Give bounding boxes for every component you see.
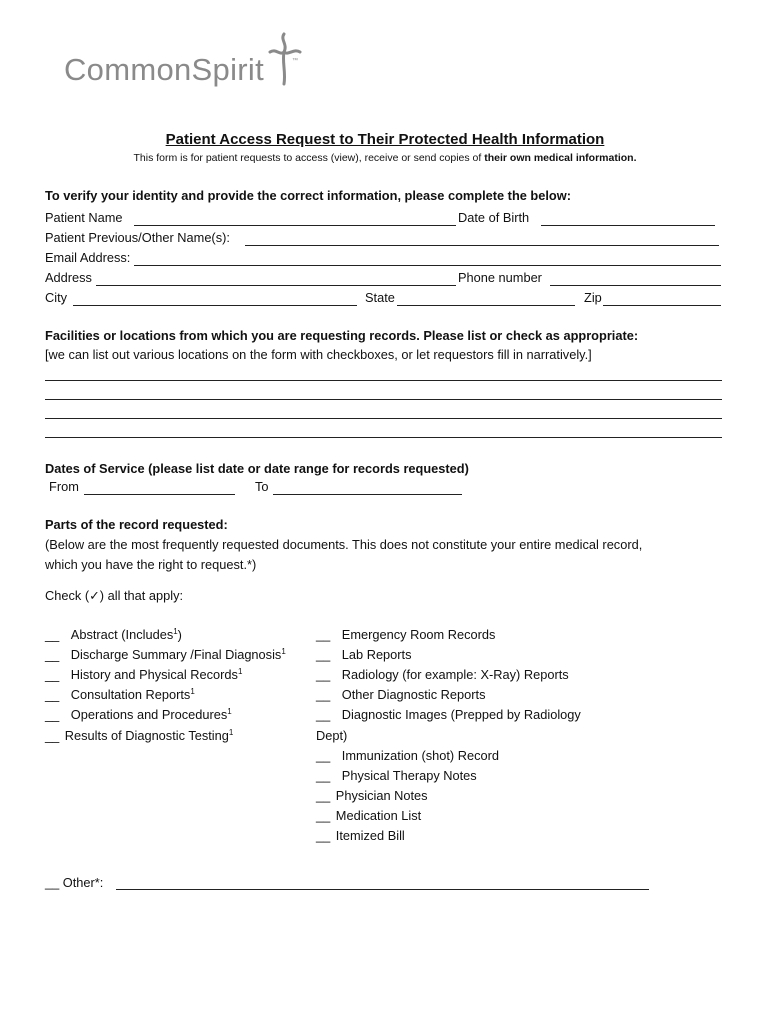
option-label: Itemized Bill: [335, 828, 405, 843]
date-from-label: From: [49, 479, 79, 494]
option-blank: __: [316, 667, 331, 682]
footnote-marker: 1: [173, 627, 178, 636]
option-blank: __: [45, 728, 60, 744]
subtitle-text: This form is for patient requests to access (view), receive or send copies of: [133, 152, 485, 164]
option-itemized-bill[interactable]: [316, 828, 405, 843]
facilities-note: [we can list out various locations on the form with checkboxes, or let requestors fill in narratively.]: [45, 347, 592, 362]
option-blank: __: [316, 647, 331, 662]
facilities-line-1[interactable]: [45, 380, 722, 381]
previous-names-field[interactable]: [245, 245, 719, 246]
previous-names-label: Patient Previous/Other Name(s):: [45, 230, 230, 245]
option-label: Radiology (for example: X-Ray) Reports: [341, 667, 569, 682]
option-lab-reports[interactable]: [316, 647, 412, 662]
dob-field[interactable]: [541, 225, 715, 226]
parts-note-line2: which you have the right to request.*): [45, 557, 257, 572]
option-label: Lab Reports: [341, 647, 412, 662]
patient-name-label: Patient Name: [45, 210, 123, 225]
option-label: Other Diagnostic Reports: [341, 687, 486, 702]
facilities-line-4[interactable]: [45, 437, 722, 438]
parts-note-line1: (Below are the most frequently requested documents. This does not constitute your entire medical record,: [45, 537, 643, 552]
option-immunization[interactable]: [316, 748, 499, 763]
identity-heading: To verify your identity and provide the correct information, please complete the below:: [45, 188, 571, 203]
option-label: Consultation Reports: [70, 687, 191, 703]
logo-trademark: ™: [292, 58, 298, 64]
logo-wordmark: CommonSpirit: [64, 52, 264, 87]
option-diagnostic-images[interactable]: [316, 707, 581, 722]
option-label: Physical Therapy Notes: [341, 768, 477, 783]
option-label: Discharge Summary /Final Diagnosis: [70, 647, 282, 663]
check-all-instruction: Check (✓) all that apply:: [45, 588, 184, 603]
patient-name-field[interactable]: [134, 225, 456, 226]
facilities-line-2[interactable]: [45, 399, 722, 400]
other-field[interactable]: [116, 889, 649, 890]
facilities-heading: Facilities or locations from which you are requesting records. Please list or check as appropriate:: [45, 328, 639, 343]
option-history-physical[interactable]: [45, 667, 242, 682]
option-blank: __: [45, 687, 60, 703]
option-discharge-summary[interactable]: [45, 647, 286, 662]
option-blank: __: [316, 748, 331, 763]
option-label: Results of Diagnostic Testing: [64, 728, 229, 744]
parts-heading: Parts of the record requested:: [45, 517, 228, 532]
option-label: Immunization (shot) Record: [341, 748, 499, 763]
option-label: History and Physical Records: [70, 667, 238, 683]
option-medication-list[interactable]: [316, 808, 421, 823]
state-field[interactable]: [397, 305, 575, 306]
option-blank: __: [316, 828, 331, 843]
dob-label: Date of Birth: [458, 210, 530, 225]
option-other-diagnostic[interactable]: [316, 687, 485, 702]
option-blank: __: [45, 707, 60, 723]
email-field[interactable]: [134, 265, 721, 266]
option-label: Operations and Procedures: [70, 707, 228, 723]
option-label: Physician Notes: [335, 788, 428, 803]
option-operations-procedures[interactable]: [45, 707, 232, 722]
dates-heading: Dates of Service (please list date or date range for records requested): [45, 461, 469, 476]
option-radiology[interactable]: [316, 667, 569, 682]
option-emergency-room[interactable]: [316, 627, 495, 642]
option-blank: __: [316, 768, 331, 783]
option-blank: __: [316, 808, 331, 823]
zip-field[interactable]: [603, 305, 721, 306]
option-label: Medication List: [335, 808, 422, 823]
commonspirit-logo: [64, 30, 314, 92]
option-label: Emergency Room Records: [341, 627, 496, 642]
footnote-marker: 1: [228, 728, 234, 737]
option-abstract[interactable]: [45, 627, 182, 642]
option-diagnostic-testing[interactable]: [45, 728, 233, 743]
email-label: Email Address:: [45, 250, 131, 265]
city-field[interactable]: [73, 305, 357, 306]
option-blank: __: [316, 788, 331, 803]
footnote-marker: 1: [190, 687, 195, 696]
option-tail: ): [177, 627, 182, 643]
address-label: Address: [45, 270, 92, 285]
option-physical-therapy[interactable]: [316, 768, 477, 783]
other-label: __ Other*:: [45, 875, 104, 890]
option-blank: __: [316, 627, 331, 642]
option-consultation-reports[interactable]: [45, 687, 195, 702]
date-to-field[interactable]: [273, 494, 462, 495]
date-from-field[interactable]: [84, 494, 235, 495]
option-physician-notes[interactable]: [316, 788, 428, 803]
facilities-line-3[interactable]: [45, 418, 722, 419]
subtitle-bold: their own medical information.: [484, 152, 637, 164]
option-blank: __: [45, 627, 60, 643]
option-blank: __: [316, 707, 331, 722]
address-field[interactable]: [96, 285, 456, 286]
date-to-label: To: [255, 479, 269, 494]
commonspirit-cross-icon: [266, 30, 302, 88]
option-blank: __: [45, 667, 60, 683]
option-label: Diagnostic Images (Prepped by Radiology: [341, 707, 581, 722]
zip-label: Zip: [584, 290, 602, 305]
footnote-marker: 1: [237, 667, 243, 676]
option-label: Abstract (Includes: [70, 627, 174, 643]
option-blank: __: [316, 687, 331, 702]
phone-field[interactable]: [550, 285, 721, 286]
option-diagnostic-images-cont: Dept): [316, 728, 348, 743]
state-label: State: [365, 290, 395, 305]
page-title: Patient Access Request to Their Protected Health Information: [165, 131, 605, 148]
footnote-marker: 1: [281, 647, 286, 656]
option-blank: __: [45, 647, 60, 663]
city-label: City: [45, 290, 68, 305]
page-subtitle: [0, 152, 770, 164]
footnote-marker: 1: [227, 707, 232, 716]
phone-label: Phone number: [458, 270, 542, 285]
